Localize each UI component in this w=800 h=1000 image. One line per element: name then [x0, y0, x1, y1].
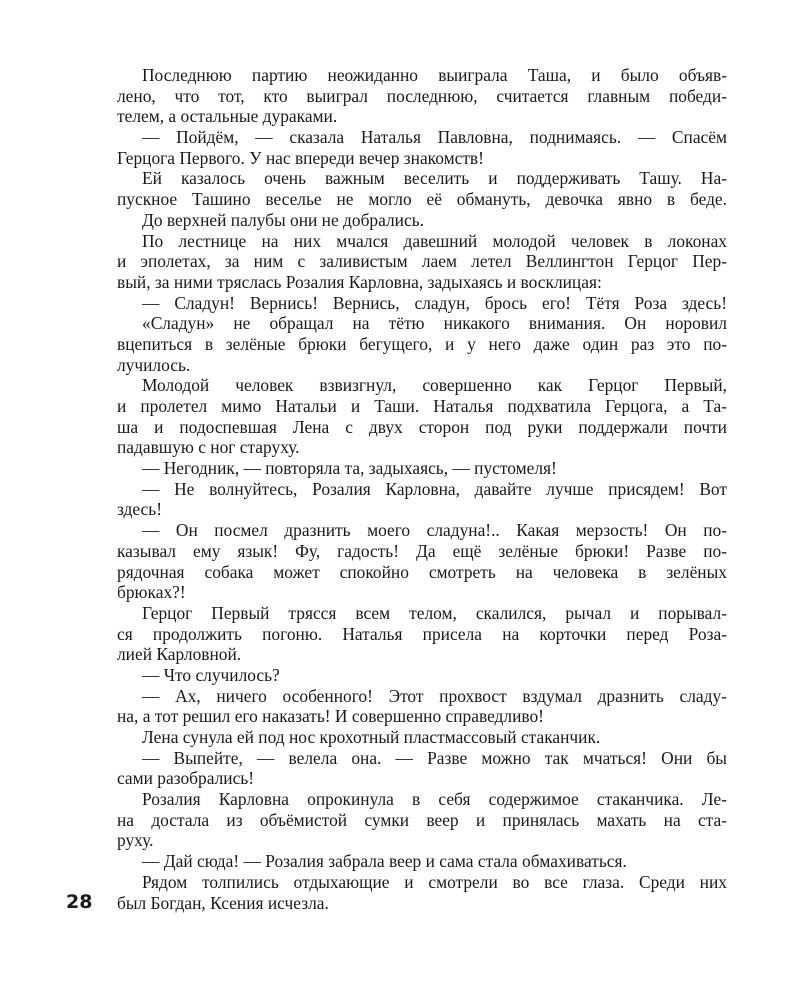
text-line: — Сладун! Вернись! Вернись, сладун, брось его! Тётя Роза здесь!	[142, 292, 727, 313]
text-line: руху.	[117, 830, 154, 851]
text-line: вцепиться в зелёные брюки бегущего, и у него даже один раз это по-	[117, 333, 727, 354]
text-line: ша и подоспевшая Лена с двух сторон под руки поддержали почти	[117, 416, 727, 437]
text-line: Молодой человек взвизгнул, совершенно как Герцог Первый,	[142, 375, 727, 396]
text-line: Розалия Карловна опрокинула в себя содержимое стаканчика. Ле-	[142, 789, 727, 810]
text-line: Рядом толпились отдыхающие и смотрели во все глаза. Среди них	[142, 871, 727, 892]
text-line: сами разобрались!	[117, 768, 255, 789]
text-line: — Дай сюда! — Розалия забрала веер и сама стала обмахиваться.	[142, 851, 627, 872]
text-line: Герцога Первого. У нас впереди вечер знакомств!	[117, 147, 484, 168]
text-line: — Негодник, — повторяла та, задыхаясь, — пустомеля!	[142, 458, 557, 479]
text-line: Ей казалось очень важным веселить и поддерживать Ташу. На-	[142, 168, 727, 189]
text-line: казывал ему язык! Фу, гадость! Да ещё зелёные брюки! Разве по-	[117, 540, 727, 561]
text-line: и эполетах, за ним с заливистым лаем летел Веллингтон Герцог Пер-	[117, 251, 727, 272]
text-line: телем, а остальные дураками.	[117, 106, 338, 127]
text-line: лучилось.	[117, 354, 191, 375]
page-number: 28	[66, 891, 93, 913]
text-line: Последнюю партию неожиданно выиграла Таша, и было объяв-	[142, 65, 727, 85]
text-line: брюках?!	[117, 582, 186, 603]
text-line: был Богдан, Ксения исчезла.	[117, 892, 329, 913]
text-line: лией Карловной.	[117, 644, 242, 665]
text-line: — Выпейте, — велела она. — Разве можно так мчаться! Они бы	[142, 747, 727, 768]
text-line: на достала из объёмистой сумки веер и принялась махать на ста-	[117, 809, 727, 830]
text-line: По лестнице на них мчался давешний молодой человек в локонах	[142, 230, 727, 251]
text-line: здесь!	[117, 499, 162, 520]
text-line: Герцог Первый трясся всем телом, скалился, рычал и порывал-	[142, 602, 727, 623]
text-line: «Сладун» не обращал на тётю никакого внимания. Он норовил	[142, 313, 727, 334]
text-line: рядочная собака может спокойно смотреть на человека в зелёных	[117, 561, 727, 582]
text-line: и пролетел мимо Натальи и Таши. Наталья подхватила Герцога, а Та-	[117, 396, 727, 416]
text-line: ся продолжить погоню. Наталья присела на корточки перед Роза-	[117, 623, 727, 644]
text-line: пускное Ташино веселье не могло её обмануть, девочка явно в беде.	[117, 189, 727, 210]
page-text-body	[117, 65, 727, 913]
text-line: падавшую с ног старуху.	[117, 437, 300, 458]
text-line: лено, что тот, кто выиграл последнюю, считается главным победи-	[117, 85, 727, 106]
text-line: на, а тот решил его наказать! И совершенно справедливо!	[117, 706, 544, 727]
text-line: вый, за ними тряслась Розалия Карловна, задыхаясь и восклицая:	[117, 271, 602, 292]
text-line: Лена сунула ей под нос крохотный пластмассовый стаканчик.	[142, 727, 601, 747]
text-line: — Не волнуйтесь, Розалия Карловна, давайте лучше присядем! Вот	[142, 478, 727, 499]
text-line: — Пойдём, — сказала Наталья Павловна, поднимаясь. — Спасём	[142, 127, 727, 148]
text-line: — Что случилось?	[142, 664, 280, 685]
text-line: — Он посмел дразнить моего сладуна!.. Какая мерзость! Он по-	[142, 520, 727, 541]
text-line: — Ах, ничего особенного! Этот прохвост вздумал дразнить сладу-	[142, 685, 727, 706]
text-line: До верхней палубы они не добрались.	[142, 209, 424, 230]
